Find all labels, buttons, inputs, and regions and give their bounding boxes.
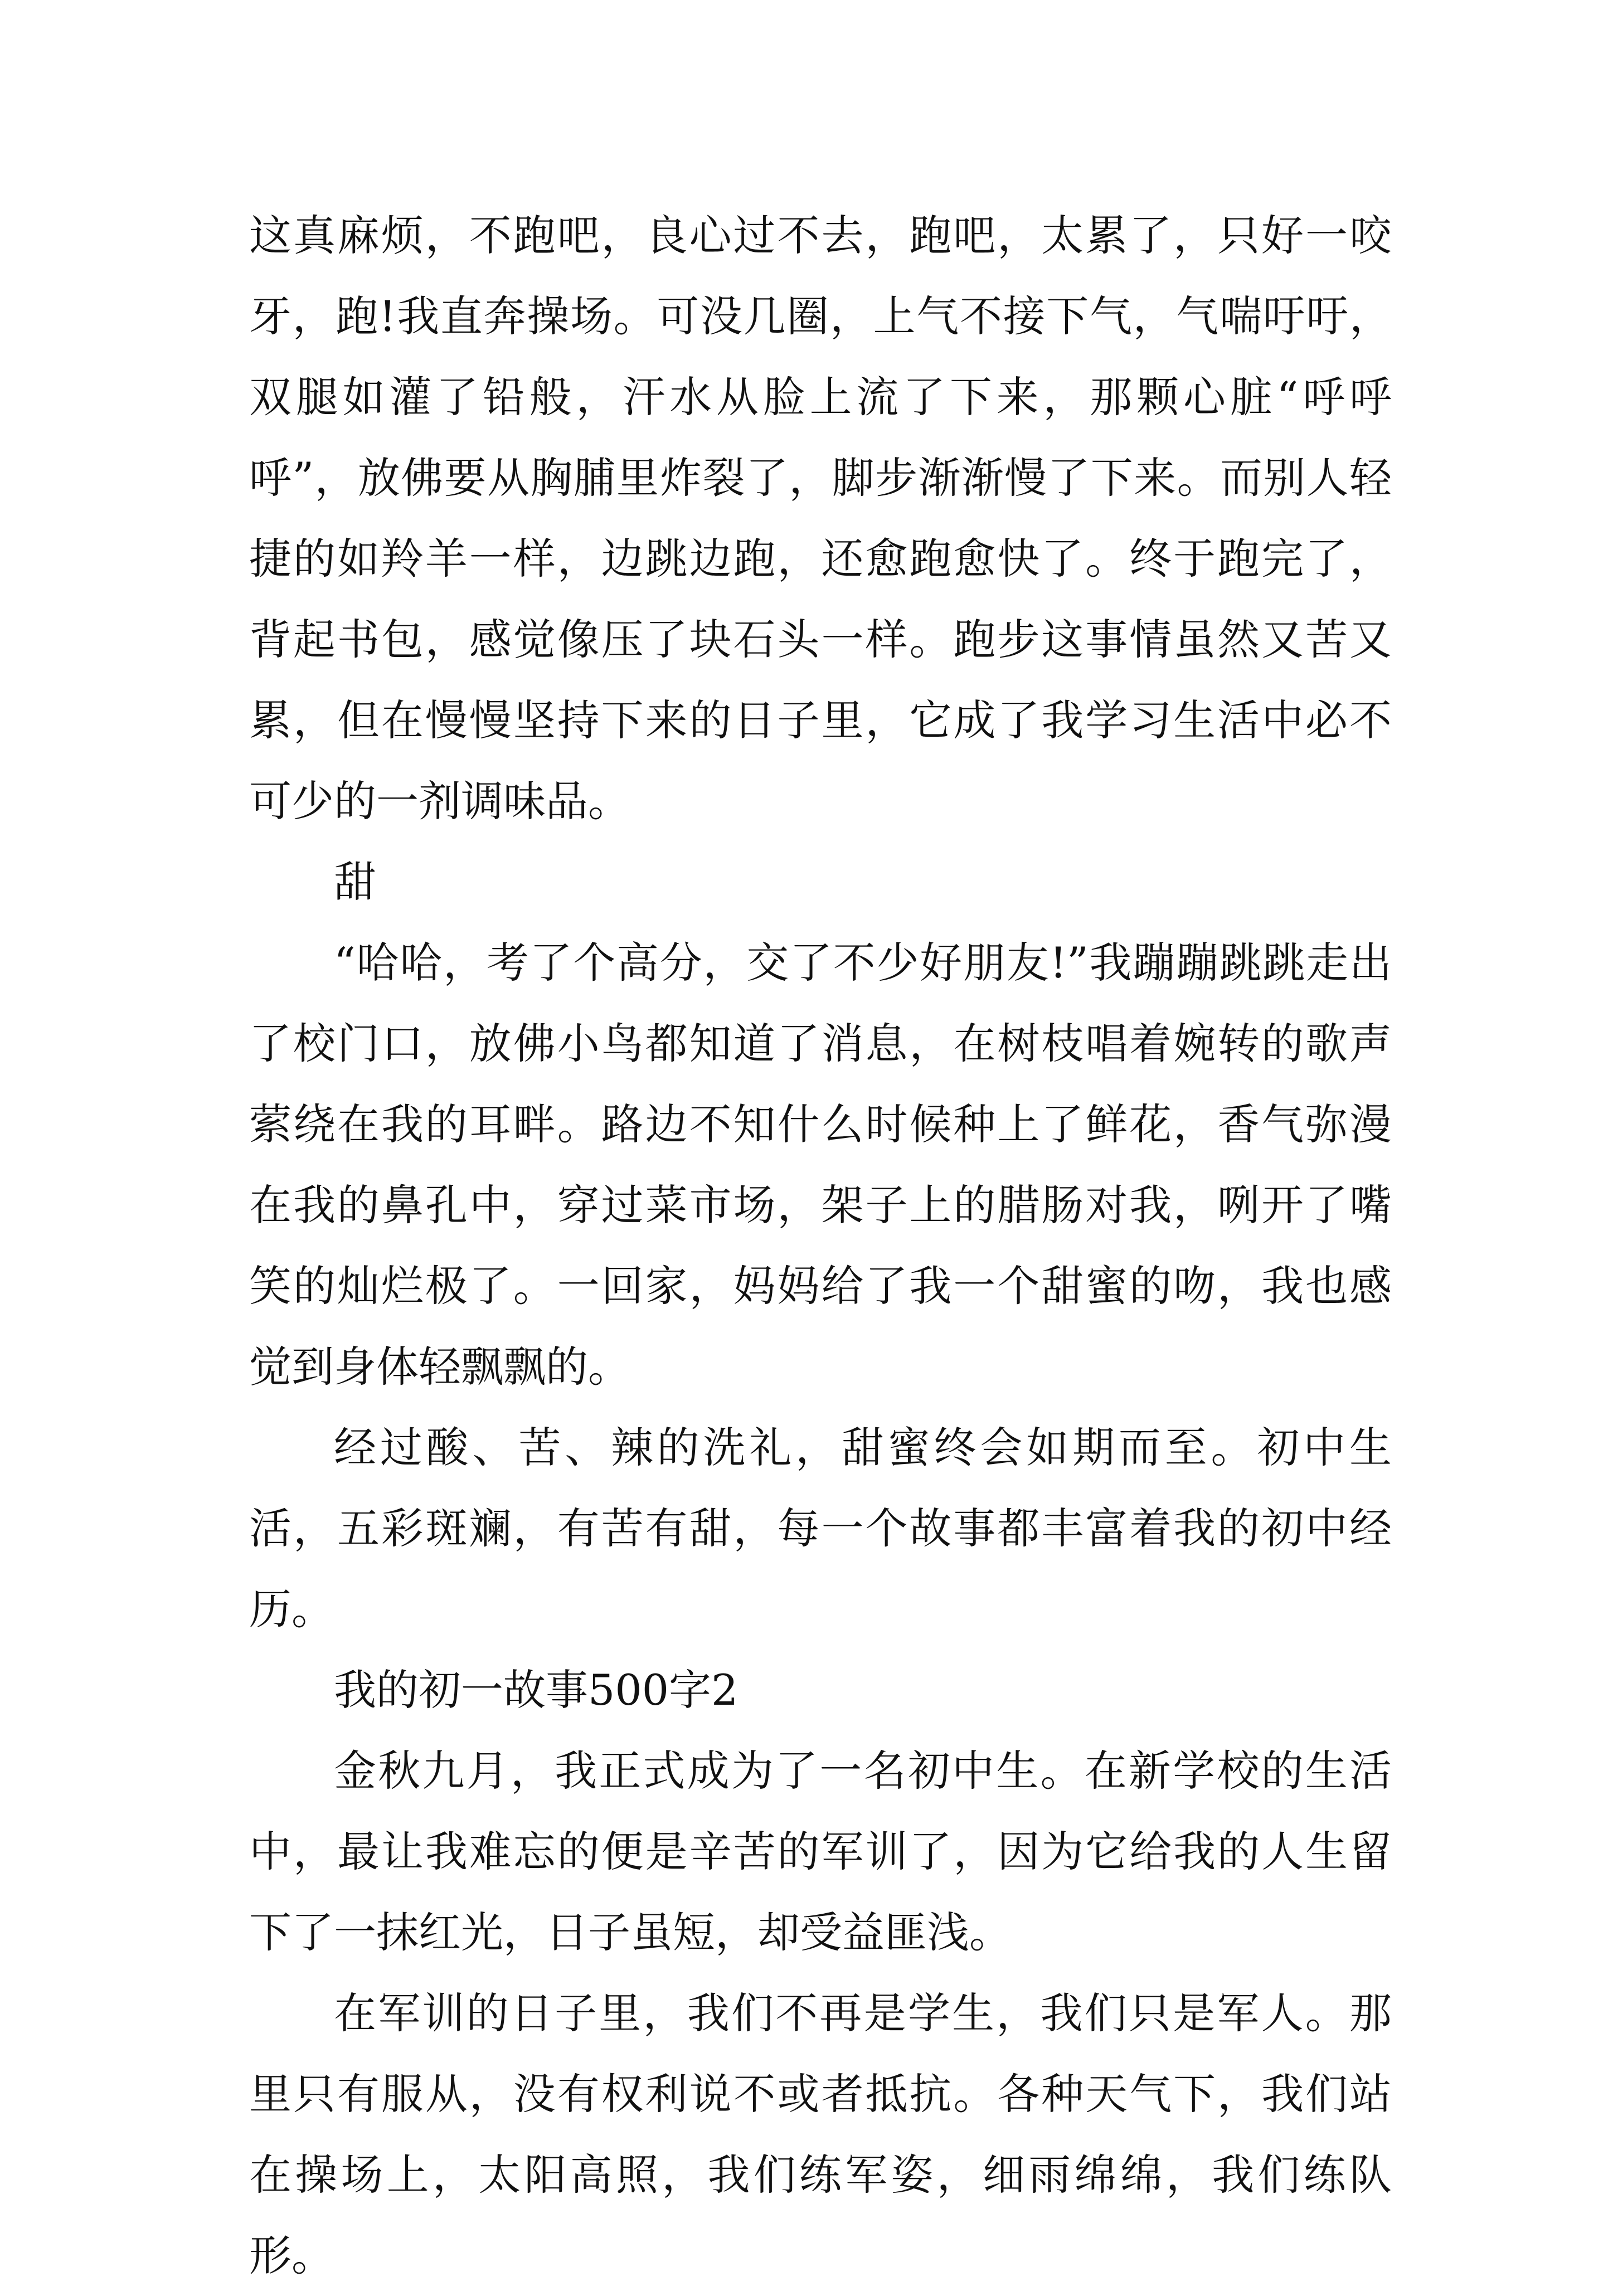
paragraph-military-training: 在军训的日子里，我们不再是学生，我们只是军人。那里只有服从，没有权利说不或者抵抗。各种天气下，我们站在操场上，太阳高照，我们练军姿，细雨绵绵，我们练队形。 xyxy=(249,1988,1392,2280)
paragraph-military-intro: 金秋九月，我正式成为了一名初中生。在新学校的生活中，最让我难忘的便是辛苦的军训了，因为它给我的人生留下了一抹红光，日子虽短，却受益匪浅。 xyxy=(249,1746,1392,1957)
paragraph-running-story: 这真麻烦，不跑吧，良心过不去，跑吧，太累了，只好一咬牙，跑!我直奔操场。可没几圈，上气不接下气，气喘吁吁，双腿如灌了铅般，汗水从脸上流了下来，那颗心脏“呼呼呼”，放佛要从胸脯里炸裂了，脚步渐渐慢了下来。而别人轻捷的如羚羊一样，边跳边跑，还愈跑愈快了。终于跑完了，背起书包，感觉像压了块石头一样。跑步这事情虽然又苦又累，但在慢慢坚持下来的日子里，它成了我学习生活中必不可少的一剂调味品。 xyxy=(249,211,1392,826)
document-body xyxy=(249,195,1392,2296)
paragraph-sweet-story: “哈哈，考了个高分，交了不少好朋友!”我蹦蹦跳跳走出了校门口，放佛小鸟都知道了消息，在树枝唱着婉转的歌声萦绕在我的耳畔。路边不知什么时候种上了鲜花，香气弥漫在我的鼻孔中，穿过菜市场，架子上的腊肠对我，咧开了嘴笑的灿烂极了。一回家，妈妈给了我一个甜蜜的吻，我也感觉到身体轻飘飘的。 xyxy=(249,938,1392,1392)
essay-title: 我的初一故事500字2 xyxy=(334,1665,739,1715)
section-heading-sweet: 甜 xyxy=(334,857,376,907)
paragraph-conclusion: 经过酸、苦、辣的洗礼，甜蜜终会如期而至。初中生活，五彩斑斓，有苦有甜，每一个故事都丰富着我的初中经历。 xyxy=(249,1423,1392,1634)
